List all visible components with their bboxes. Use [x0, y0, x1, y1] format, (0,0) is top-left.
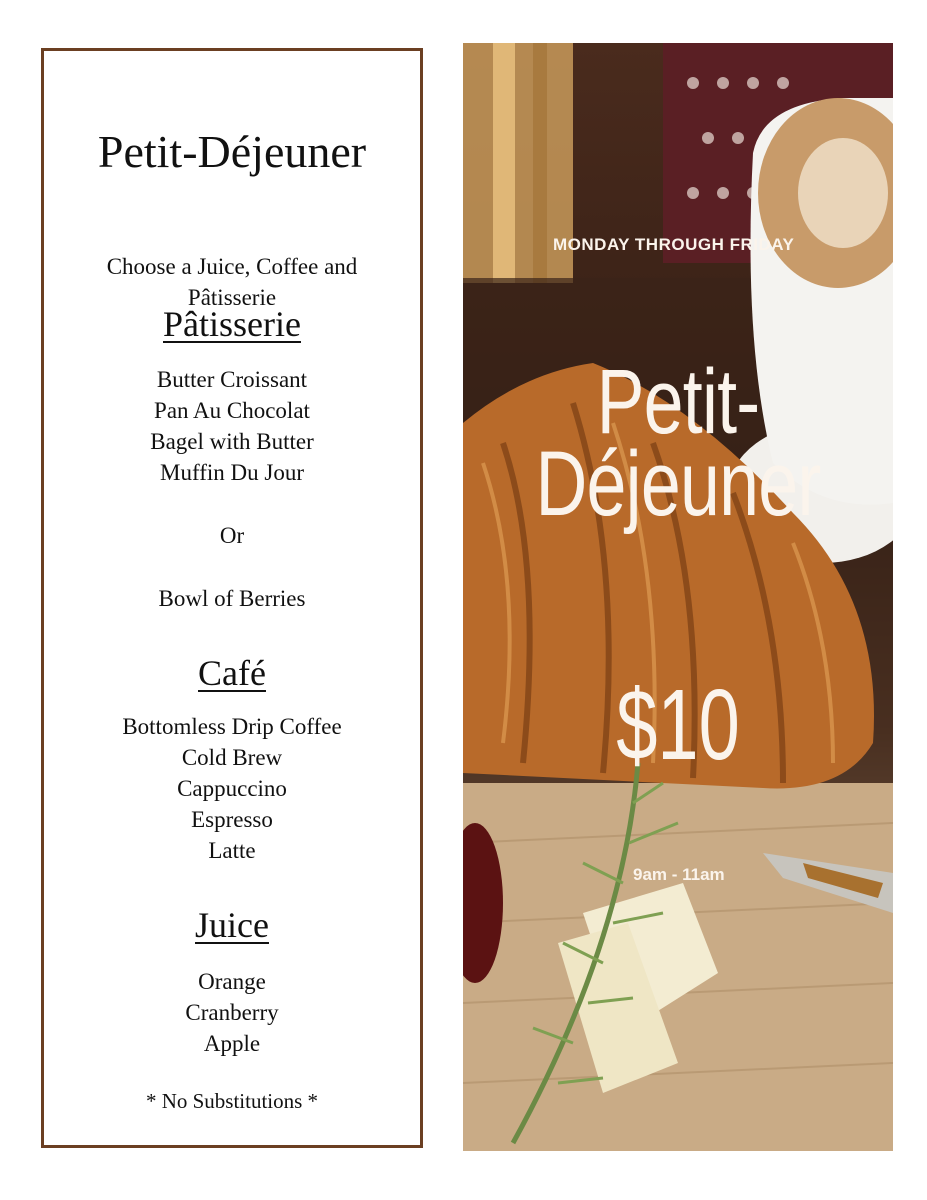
patisserie-list — [44, 364, 420, 488]
list-item: Bottomless Drip Coffee — [122, 714, 342, 739]
list-item: Cappuccino — [177, 776, 287, 801]
promo-hours: 9am - 11am — [633, 865, 725, 884]
breakfast-illustration — [463, 43, 893, 1151]
juice-heading: Juice — [195, 905, 269, 945]
cafe-list — [44, 711, 420, 866]
promo-title-line2: Déjeuner — [535, 433, 821, 535]
promo-days: MONDAY THROUGH FRIDAY — [553, 235, 795, 254]
list-item: Pan Au Chocolat — [154, 398, 310, 423]
menu-title: Petit-Déjeuner — [97, 126, 367, 177]
promo-title-line1: Petit- — [596, 351, 760, 453]
list-item: Butter Croissant — [156, 367, 308, 392]
cafe-heading: Café — [198, 653, 266, 693]
list-item: Orange — [198, 969, 266, 994]
bowl-of-berries: Bowl of Berries — [158, 586, 306, 611]
list-item: Cold Brew — [181, 745, 283, 770]
no-substitutions-note: * No Substitutions * — [145, 1089, 319, 1113]
promo-photo — [463, 43, 893, 1151]
list-item: Muffin Du Jour — [160, 460, 304, 485]
list-item: Cranberry — [185, 1000, 279, 1025]
list-item: Bagel with Butter — [150, 429, 314, 454]
promo-price: $10 — [616, 669, 740, 781]
menu-intro: Choose a Juice, Coffee and Pâtisserie — [106, 254, 358, 310]
or-label: Or — [219, 523, 245, 548]
menu-card — [41, 48, 423, 1148]
juice-list — [44, 966, 420, 1059]
list-item: Apple — [203, 1031, 261, 1056]
list-item: Latte — [208, 838, 256, 863]
list-item: Espresso — [191, 807, 273, 832]
promo-title — [534, 351, 823, 535]
patisserie-heading: Pâtisserie — [163, 304, 301, 344]
